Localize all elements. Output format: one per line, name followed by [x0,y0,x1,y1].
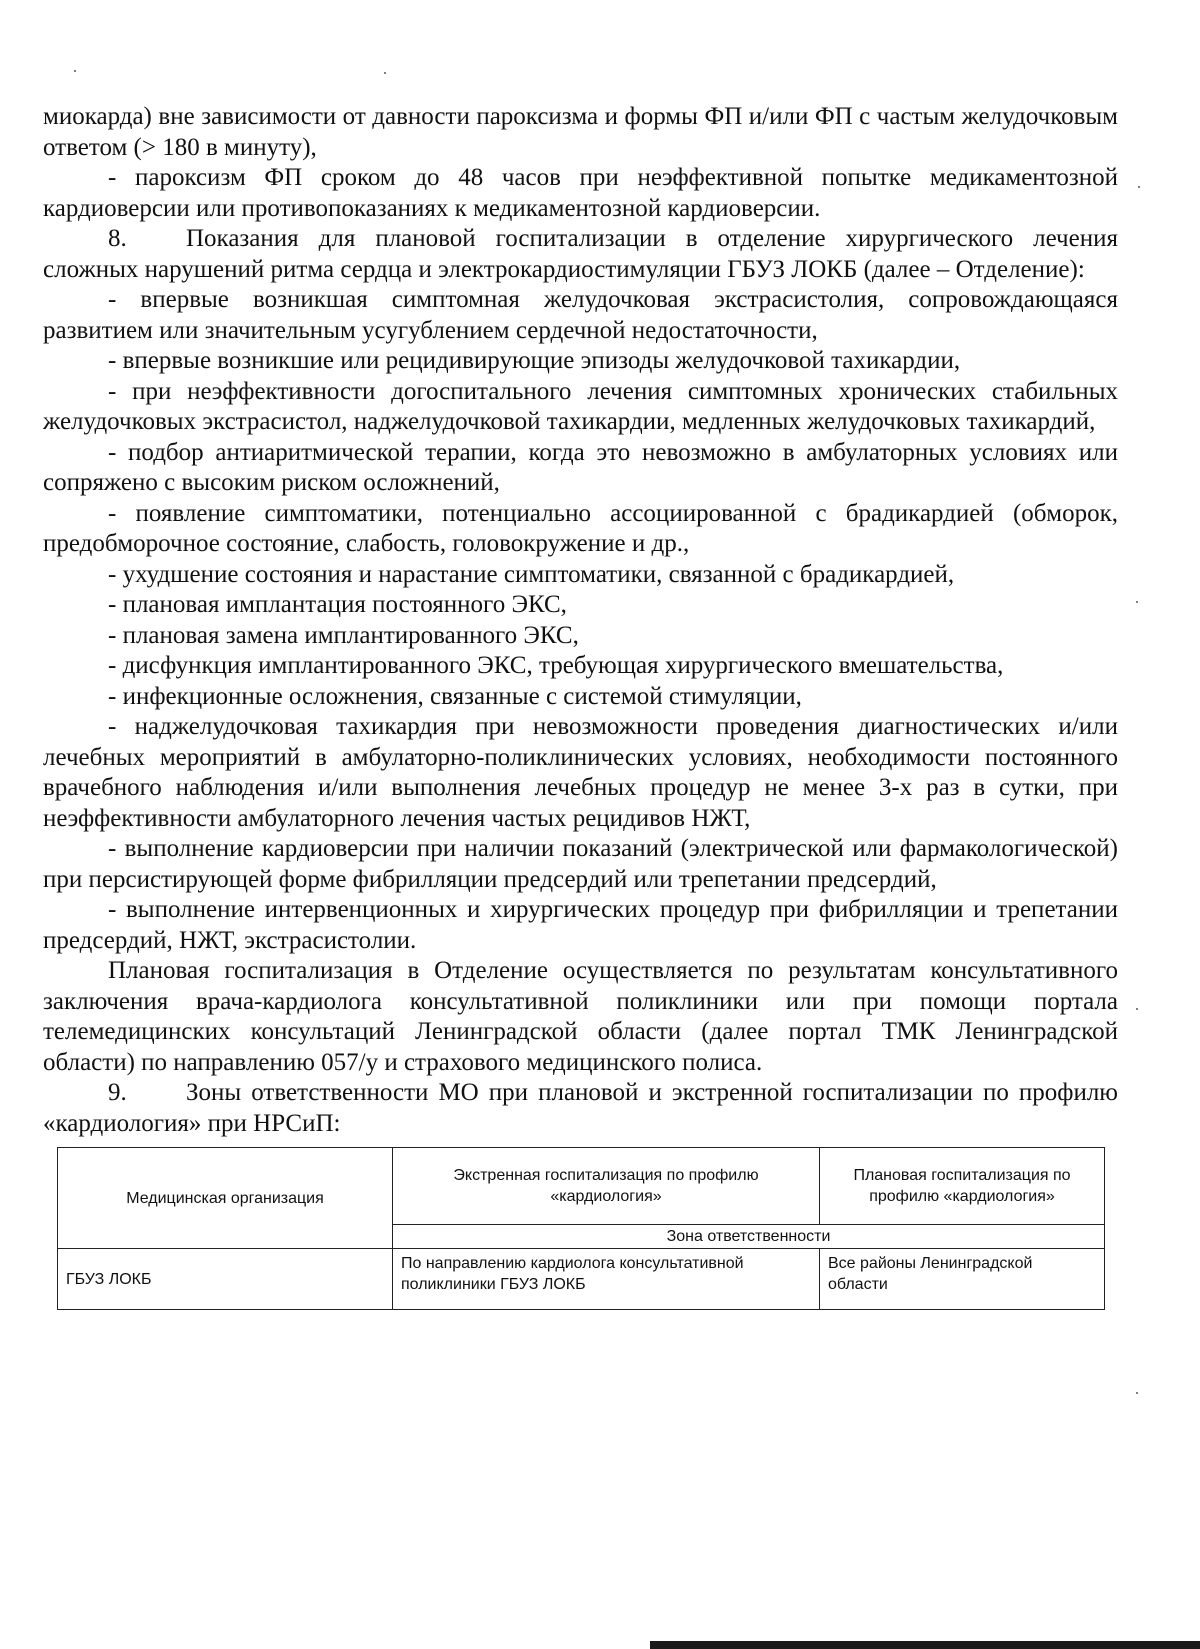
list-item: - пароксизм ФП сроком до 48 часов при неэффективной попытке медикаментозной кардиоверсии или противопоказаниях к медикаментозной кардиоверсии. [43,164,1118,222]
list-item: - выполнение интервенционных и хирургических процедур при фибрилляции и трепетании предсердий, НЖТ, экстрасистолии. [43,896,1118,954]
list-item: - инфекционные осложнения, связанные с системой стимуляции, [108,682,802,710]
list-item: - выполнение кардиоверсии при наличии показаний (электрической или фармакологической) при персистирующей форме фибрилляции предсердий или трепетании предсердий, [43,835,1118,893]
cell-org: ГБУЗ ЛОКБ [58,1249,393,1310]
cell-planned: Все районы Ленинградской области [820,1249,1105,1310]
list-item: - появление симптоматики, потенциально ассоциированной с брадикардией (обморок, предобморочное состояние, слабость, головокружение и др., [43,499,1118,557]
list-item: - подбор антиаритмической терапии, когда это невозможно в амбулаторных условиях или сопряжено с высоким риском осложнений, [43,438,1118,496]
list-item: - ухудшение состояния и нарастание симптоматики, связанной с брадикардией, [108,560,955,588]
table-row [58,1249,1105,1310]
scan-speck [384,72,386,74]
responsibility-table [57,1147,1105,1310]
paragraph-text: Показания для плановой госпитализации в отделение хирургического лечения сложных нарушений ритма сердца и электрокардиостимуляции ГБУЗ ЛОКБ (далее – Отделение): [43,225,1118,283]
scan-speck [74,70,76,72]
scan-edge-line [650,1641,1200,1649]
paragraph-continuation: миокарда) вне зависимости от давности пароксизма и формы ФП и/или ФП с частым желудочковым ответом (> 180 в минуту), [43,103,1118,161]
list-item: - плановая имплантация постоянного ЭКС, [108,591,567,618]
list-item: - дисфункция имплантированного ЭКС, требующая хирургического вмешательства, [108,652,1004,679]
planned-hospitalization-paragraph: Плановая госпитализация в Отделение осуществляется по результатам консультативного заключения врача-кардиолога консультативной поликлиники или при помощи портала телемедицинских консультаций Ленинградской области (далее портал ТМК Ленинградской области) по направлению 057/у и страхового медицинского полиса. [43,957,1118,1076]
list-item: - впервые возникшая симптомная желудочковая экстрасистолия, сопровождающаяся развитием или значительным усугублением сердечной недостаточности, [43,286,1118,344]
scan-speck [1136,1392,1138,1394]
table-header-row [58,1148,1105,1225]
list-item: - впервые возникшие или рецидивирующие эпизоды желудочковой тахикардии, [108,347,961,374]
paragraph-number: 8. [108,225,127,252]
scan-speck [1136,601,1138,603]
list-item: - наджелудочковая тахикардия при невозможности проведения диагностических и/или лечебных мероприятий в амбулаторно-поликлинических условиях, необходимости постоянного врачебного наблюдения и/или выполнения лечебных процедур не менее 3-х раз в сутки, при неэффективности амбулаторного лечения частых рецидивов НЖТ, [43,713,1118,832]
scan-speck [1138,186,1140,188]
list-item: - плановая замена имплантированного ЭКС, [108,621,579,649]
list-item: - при неэффективности догоспитального лечения симптомных хронических стабильных желудочковых экстрасистол, наджелудочковой тахикардии, медленных желудочковых тахикардий, [43,377,1118,435]
numbered-paragraph-8 [43,224,1118,285]
header-zone: Зона ответственности [393,1225,1105,1249]
cell-emergency: По направлению кардиолога консультативной поликлиники ГБУЗ ЛОКБ [393,1249,820,1310]
header-org: Медицинская организация [58,1148,393,1249]
header-planned: Плановая госпитализация по профилю «кардиология» [820,1148,1105,1225]
header-emergency: Экстренная госпитализация по профилю «кардиология» [393,1148,820,1225]
document-page [43,102,1118,1310]
paragraph-number: 9. [108,1079,127,1106]
numbered-paragraph-9 [43,1078,1118,1139]
scan-speck [1136,1008,1138,1010]
paragraph-text: Зоны ответственности МО при плановой и экстренной госпитализации по профилю «кардиология» при НРСиП: [43,1079,1118,1137]
